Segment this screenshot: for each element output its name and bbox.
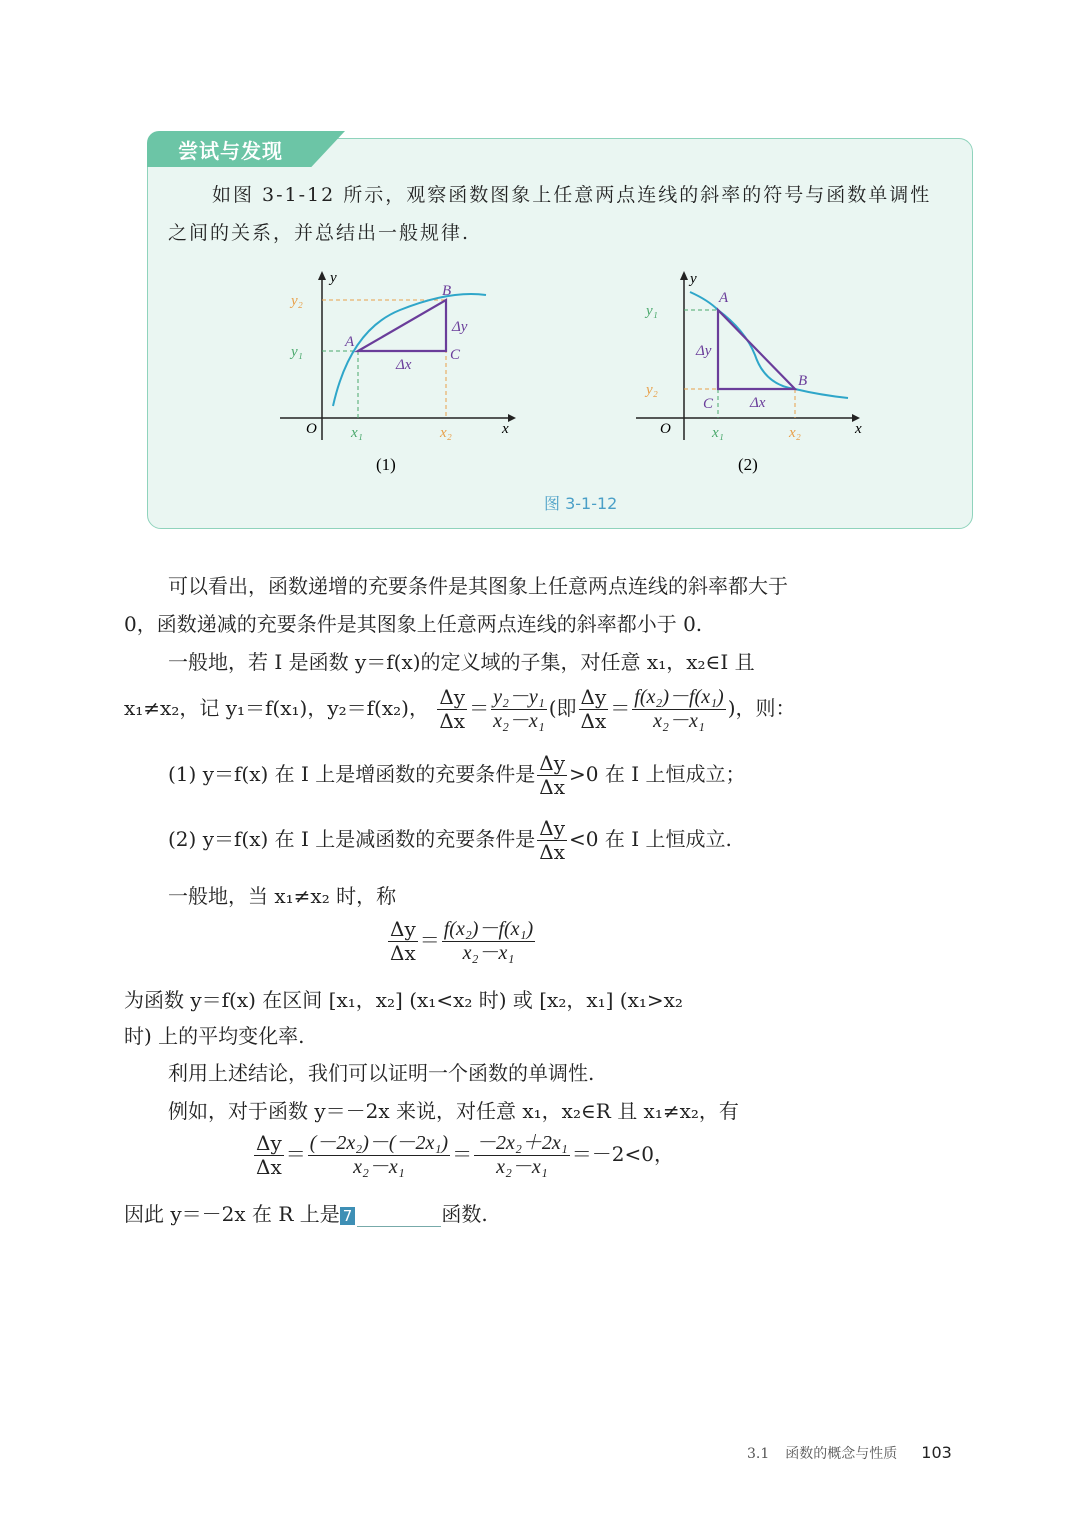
para-7: 因此 y＝－2x 在 R 上是 7 函数. [124, 1202, 488, 1226]
fig1-label: (1) [376, 455, 396, 474]
para-5: 利用上述结论，我们可以证明一个函数的单调性. [168, 1061, 595, 1085]
fig2-x2: x₂ [789, 425, 801, 441]
fig1-x-label: x [502, 421, 509, 437]
explore-text-2: 之间的关系，并总结出一般规律. [168, 222, 471, 244]
figure-caption: 图 3-1-12 [544, 494, 618, 513]
condition-2: (2) y＝f(x) 在 I 上是减函数的充要条件是 $\frac{\Delta y}{\Delta x}$ <0 在 I 上恒成立. [168, 816, 732, 864]
fig2-y2: y₂ [646, 382, 658, 398]
para-3: 一般地，当 x₁≠x₂ 时，称 [168, 884, 397, 908]
fig2-origin: O [660, 421, 671, 437]
para-2a: 一般地，若 I 是函数 y＝f(x)的定义域的子集，对任意 x₁，x₂∈I 且 [168, 650, 755, 674]
average-rate-formula: $\frac{\Delta y}{\Delta x}$ ＝ $\frac{\text{f(x₂)－f(x₁)}}{\text{x₂－x₁}}$ [390, 917, 534, 965]
example-formula: $\frac{\Delta y}{\Delta x}$ ＝ $\frac{\text{(－2x₂)－(－2x₁)}}{\text{x₂－x₁}}$ ＝ $\frac{\text{－2x₂＋2x₁}}{\text{x₂－x₁}}$ ＝－2<0， [256, 1131, 674, 1179]
para-2b-line: x₁≠x₂，记 y₁＝f(x₁)，y₂＝f(x₂)， $\frac{\Delta y}{\Delta x}$ ＝ $\frac{\text{y₂－y₁}}{\text{x₂－x₁}}$ (即 $\frac{\Delta y}{\Delta x}$ ＝ $\frac{\text{f(x₂)－f(x₁)}}{\text{x₂－x₁}}$ )，则： [124, 685, 796, 733]
fig1-dx: Δx [396, 357, 412, 373]
fig2-dy: Δy [696, 343, 712, 359]
fig2-label: (2) [738, 455, 758, 474]
para-4a: 为函数 y＝f(x) 在区间 [x₁，x₂] (x₁<x₂ 时) 或 [x₂，x₁] (x₁>x₂ [124, 988, 683, 1012]
para-4b: 时) 上的平均变化率. [124, 1024, 305, 1048]
figure-3-1-12 [0, 0, 1080, 540]
fig1-x2: x₂ [440, 425, 452, 441]
fig2-y1: y₁ [646, 303, 658, 319]
answer-blank[interactable] [357, 1226, 441, 1227]
fig1-B: B [442, 283, 452, 299]
para-1b: 0，函数递减的充要条件是其图象上任意两点连线的斜率都小于 0. [124, 612, 703, 636]
para-1a: 可以看出，函数递增的充要条件是其图象上任意两点连线的斜率都大于 [168, 574, 788, 598]
fig2-B: B [798, 373, 808, 389]
fraction-slope: $\frac{\text{y₂－y₁}}{\text{x₂－x₁}}$ [493, 686, 545, 732]
fig1-y2: y₂ [291, 293, 303, 309]
fig2-x1: x₁ [712, 425, 724, 441]
fig1-x1: x₁ [351, 425, 363, 441]
condition-1: (1) y＝f(x) 在 I 上是增函数的充要条件是 $\frac{\Delta y}{\Delta x}$ >0 在 I 上恒成立； [168, 751, 746, 799]
fig2-x-label: x [855, 421, 862, 437]
fig1-C: C [450, 347, 461, 363]
fig2-y-label: y [690, 271, 697, 287]
fig1-y1: y₁ [291, 344, 303, 360]
footer: 3.1 函数的概念与性质 103 [747, 1443, 952, 1462]
fig1-origin: O [306, 421, 317, 437]
fraction-f-diff: $\frac{\text{f(x₂)－f(x₁)}}{\text{x₂－x₁}}$ [634, 686, 724, 732]
para-2b: x₁≠x₂，记 y₁＝f(x₁)，y₂＝f(x₂)， [124, 696, 429, 720]
figure-2 [636, 271, 862, 474]
fig1-A: A [345, 334, 355, 350]
fig1-y-label: y [330, 270, 337, 286]
explore-text-1: 如图 3-1-12 所示，观察函数图象上任意两点连线的斜率的符号与函数单调性 [212, 184, 932, 206]
fig2-dx: Δx [750, 395, 766, 411]
fig2-A: A [719, 290, 729, 306]
fraction-dy-dx-2: $\frac{\Delta y}{\Delta x}$ [580, 685, 607, 733]
fig2-C: C [703, 396, 714, 412]
fraction-dy-dx: $\frac{\Delta y}{\Delta x}$ [439, 685, 466, 733]
blank-number: 7 [340, 1207, 356, 1225]
para-6: 例如，对于函数 y＝－2x 来说，对任意 x₁，x₂∈R 且 x₁≠x₂，有 [168, 1099, 739, 1123]
explore-title: 尝试与发现 [178, 139, 283, 163]
fig1-dy: Δy [452, 319, 468, 335]
figure-1 [280, 270, 516, 474]
